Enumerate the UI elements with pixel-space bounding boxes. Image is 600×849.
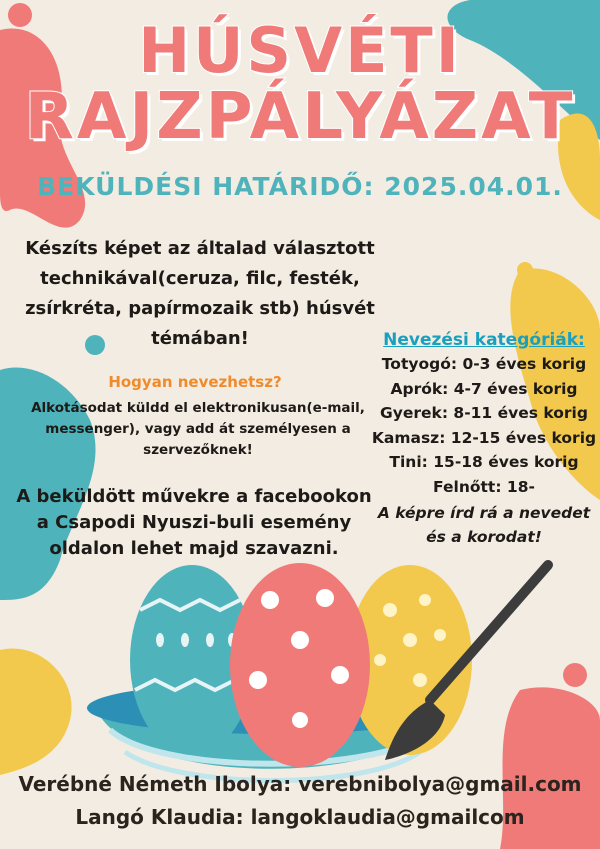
- categories-title: Nevezési kategóriák:: [383, 330, 585, 350]
- contact-2: Langó Klaudia: langoklaudia@gmailcom: [75, 805, 525, 829]
- how-to-enter-text: Alkotásodat küldd el elektronikusan(e-mail, messenger), vagy add át személyesen a szervezőknek!: [31, 400, 365, 458]
- yellow-splash-bottom-left: [0, 648, 72, 775]
- category-item: Totyogó: 0-3 éves korig: [381, 355, 587, 373]
- title-line-1: HÚSVÉTI: [138, 14, 462, 87]
- category-item: Tini: 15-18 éves korig: [389, 453, 579, 471]
- pink-egg: [230, 563, 370, 767]
- voting-info: A beküldött művekre a facebookon a Csapodi Nyuszi-buli esemény oldalon lehet majd szavazni.: [16, 486, 372, 559]
- category-item: Kamasz: 12-15 éves korig: [371, 428, 597, 447]
- category-item: Gyerek: 8-11 éves korig: [380, 404, 588, 422]
- pink-drop-bottom: [563, 663, 587, 687]
- category-item: Felnőtt: 18-: [433, 477, 535, 496]
- title-line-2: RAJZPÁLYÁZAT: [24, 80, 576, 154]
- category-item: Aprók: 4-7 éves korig: [390, 379, 578, 398]
- contact-1: Verébné Németh Ibolya: verebnibolya@gmail.com: [18, 772, 582, 796]
- categories-note: A képre írd rá a nevedet és a korodat!: [377, 504, 591, 546]
- yellow-drop: [517, 262, 533, 278]
- how-to-enter-title: Hogyan nevezhetsz?: [108, 373, 282, 391]
- intro-text: Készíts képet az általad választott technikával(ceruza, filc, festék, zsírkréta, papírmozaik stb) húsvét témában!: [25, 238, 375, 349]
- deadline: BEKÜLDÉSI HATÁRIDŐ: 2025.04.01.: [37, 172, 563, 201]
- categories-panel: [368, 330, 600, 549]
